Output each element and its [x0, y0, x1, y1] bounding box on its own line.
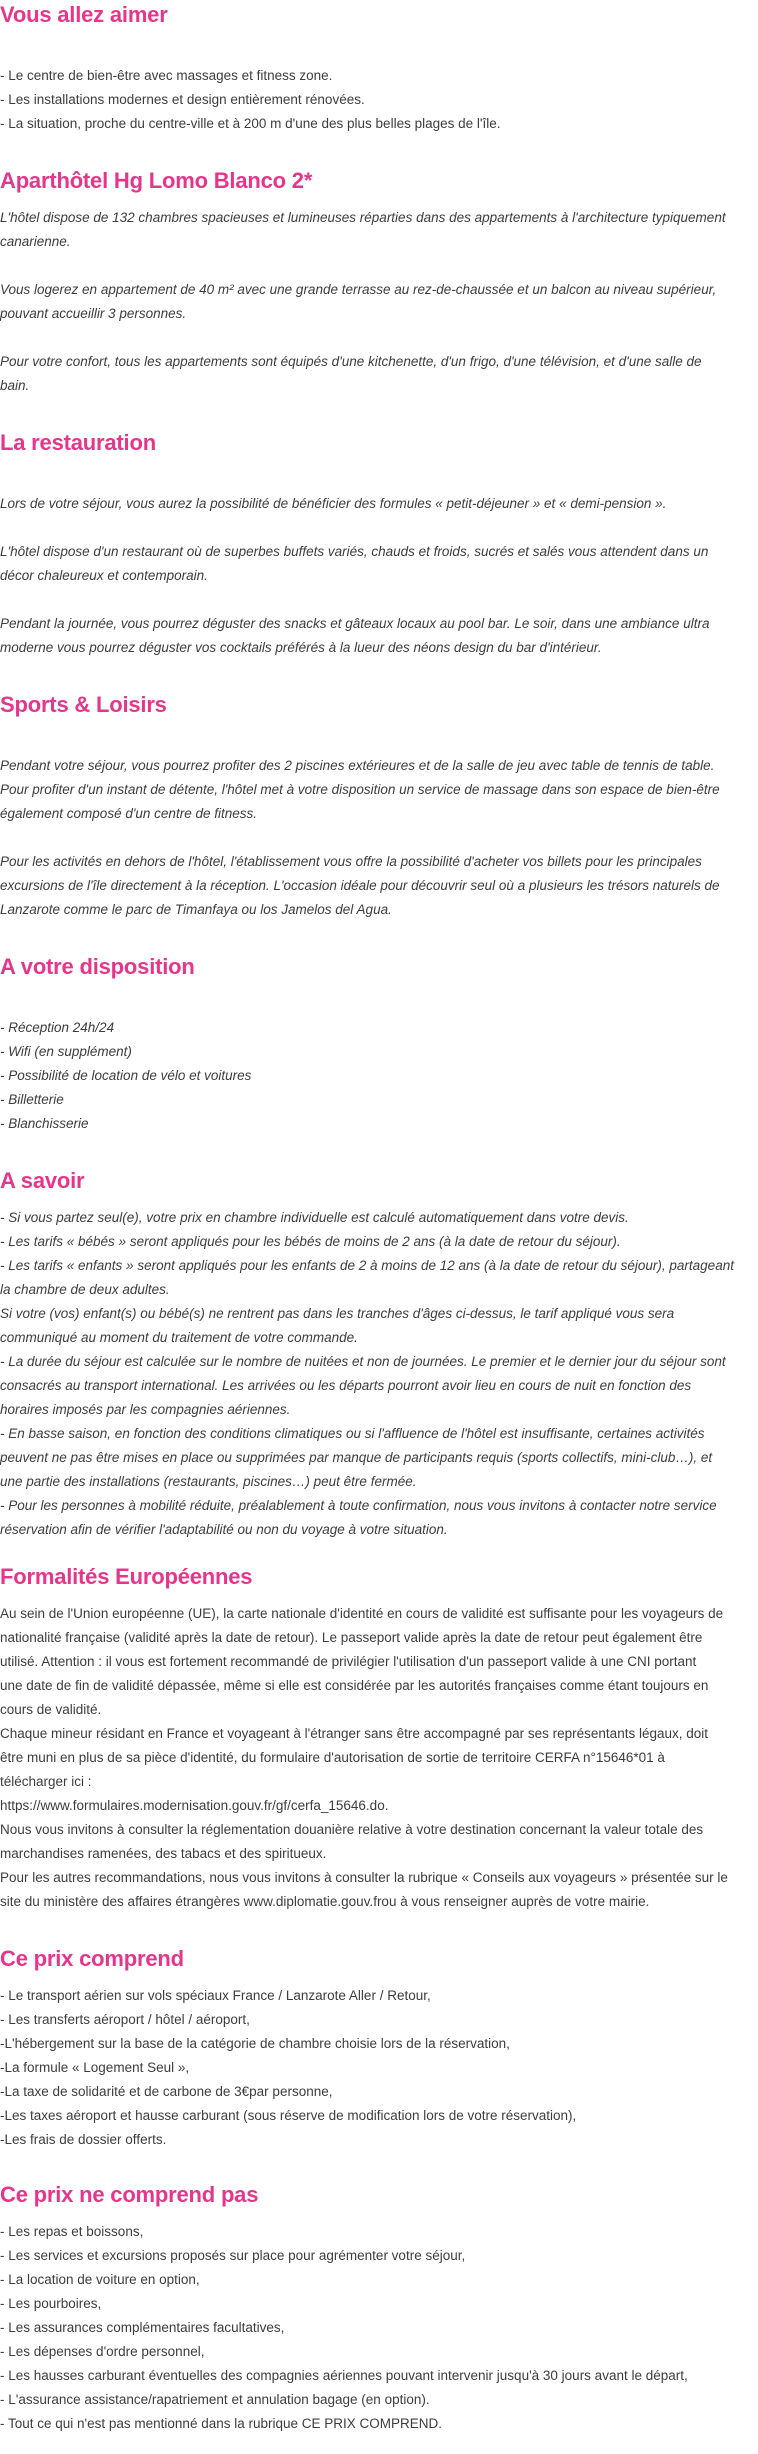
text-line: Chaque mineur résidant en France et voyageant à l'étranger sans être accompagné par ses représentants légaux, doit — [0, 1726, 708, 1741]
text-line: - En basse saison, en fonction des conditions climatiques ou si l'affluence de l'hôtel est insuffisante, certaines activités — [0, 1426, 705, 1441]
text-line: canarienne. — [0, 234, 71, 249]
text-line: - Les tarifs « bébés » seront appliqués pour les bébés de moins de 2 ans (à la date de retour du séjour). — [0, 1234, 621, 1249]
text-line: télécharger ici : — [0, 1774, 92, 1789]
heading-formalites: Formalités Européennes — [0, 1564, 253, 1589]
text-line: Pour profiter d'un instant de détente, l'hôtel met à votre disposition un service de massage dans son espace de bien-être — [0, 782, 720, 797]
text-line: - Possibilité de location de vélo et voitures — [0, 1068, 252, 1083]
section-restauration — [0, 492, 758, 660]
text-line: Pendant votre séjour, vous pourrez profiter des 2 piscines extérieures et de la salle de jeu avec table de tennis de table. — [0, 758, 715, 773]
text-line: - Les installations modernes et design entièrement rénovées. — [0, 92, 365, 107]
text-line: - Les transferts aéroport / hôtel / aéroport, — [0, 2012, 250, 2027]
text-line: -Les taxes aéroport et hausse carburant (sous réserve de modification lors de votre réservation), — [0, 2108, 577, 2123]
text-line: - La situation, proche du centre-ville et à 200 m d'une des plus belles plages de l'île. — [0, 116, 501, 131]
text-line: - Billetterie — [0, 1092, 64, 1107]
heading-restauration: La restauration — [0, 430, 156, 455]
text-line: - Les repas et boissons, — [0, 2224, 144, 2239]
text-line: site du ministère des affaires étrangères www.diplomatie.gouv.frou à vous renseigner auprès de votre mairie. — [0, 1894, 650, 1909]
text-line: - Le transport aérien sur vols spéciaux France / Lanzarote Aller / Retour, — [0, 1988, 431, 2003]
text-line — [0, 326, 758, 350]
text-line: - Tout ce qui n'est pas mentionné dans la rubrique CE PRIX COMPREND. — [0, 2416, 443, 2431]
text-line — [0, 588, 758, 612]
text-line: une date de fin de validité dépassée, même si elle est considérée par les autorités françaises comme étant toujours en — [0, 1678, 709, 1693]
text-line: décor chaleureux et contemporain. — [0, 568, 208, 583]
text-line: Si votre (vos) enfant(s) ou bébé(s) ne rentrent pas dans les tranches d'âges ci-dessus, le tarif appliqué vous sera — [0, 1306, 675, 1321]
text-line: marchandises ramenées, des tabacs et des spiritueux. — [0, 1846, 327, 1861]
heading-aparthotel: Aparthôtel Hg Lomo Blanco 2* — [0, 168, 313, 193]
text-line: - Les pourboires, — [0, 2296, 102, 2311]
text-line: communiqué au moment du traitement de votre commande. — [0, 1330, 358, 1345]
text-line: bain. — [0, 378, 30, 393]
text-line: -L'hébergement sur la base de la catégorie de chambre choisie lors de la réservation, — [0, 2036, 510, 2051]
text-line: - Les assurances complémentaires facultatives, — [0, 2320, 285, 2335]
heading-ce-prix-comprend: Ce prix comprend — [0, 1946, 184, 1971]
section-aparthotel — [0, 206, 758, 398]
text-line: - Les dépenses d'ordre personnel, — [0, 2344, 205, 2359]
text-line: -La formule « Logement Seul », — [0, 2060, 190, 2075]
text-line: consacrés au transport international. Les arrivées ou les départs pourront avoir lieu en cours de nuit en fonction des — [0, 1378, 692, 1393]
text-line: - Réception 24h/24 — [0, 1020, 115, 1035]
section-a-votre-disposition — [0, 1016, 758, 1136]
text-line: réservation afin de vérifier l'adaptabilité ou non du voyage à votre situation. — [0, 1522, 448, 1537]
text-line: - Blanchisserie — [0, 1116, 89, 1131]
text-line — [0, 516, 758, 540]
text-line: Pendant la journée, vous pourrez déguster des snacks et gâteaux locaux au pool bar. Le soir, dans une ambiance ultra — [0, 616, 710, 631]
text-line: Pour les autres recommandations, nous vous invitons à consulter la rubrique « Conseils aux voyageurs » présentée sur le — [0, 1870, 728, 1885]
text-line: Pour votre confort, tous les appartements sont équipés d'une kitchenette, d'un frigo, d'une télévision, et d'une salle de — [0, 354, 702, 369]
text-line: cours de validité. — [0, 1702, 102, 1717]
section-a-savoir — [0, 1206, 758, 1542]
text-line: - La durée du séjour est calculée sur le nombre de nuitées et non de journées. Le premier et le dernier jour du séjour sont — [0, 1354, 726, 1369]
section-ce-prix-comprend — [0, 1984, 758, 2152]
text-line: horaires imposés par les compagnies aériennes. — [0, 1402, 291, 1417]
text-line: - Le centre de bien-être avec massages et fitness zone. — [0, 68, 333, 83]
text-line: pouvant accueillir 3 personnes. — [0, 306, 187, 321]
text-line: Au sein de l'Union européenne (UE), la carte nationale d'identité en cours de validité est suffisante pour les voyageurs de — [0, 1606, 724, 1621]
text-line: Pour les activités en dehors de l'hôtel, l'établissement vous offre la possibilité d'acheter vos billets pour les principales — [0, 854, 702, 869]
section-ce-prix-ne-comprend-pas — [0, 2220, 758, 2436]
text-line: également composé d'un centre de fitness. — [0, 806, 257, 821]
text-line: - Si vous partez seul(e), votre prix en chambre individuelle est calculé automatiquement dans votre devis. — [0, 1210, 629, 1225]
text-line: - Pour les personnes à mobilité réduite, préalablement à toute confirmation, nous vous invitons à contacter notre service — [0, 1498, 717, 1513]
text-line — [0, 826, 758, 850]
text-line — [0, 254, 758, 278]
text-line: peuvent ne pas être mises en place ou supprimées par manque de participants requis (sports collectifs, mini-club…), et — [0, 1450, 713, 1465]
section-sports-loisirs — [0, 754, 758, 922]
text-line: - Les hausses carburant éventuelles des compagnies aériennes pouvant intervenir jusqu'à 30 jours avant le départ, — [0, 2368, 688, 2383]
text-line: L'hôtel dispose de 132 chambres spacieuses et lumineuses réparties dans des appartements à l'architecture typiquement — [0, 210, 726, 225]
text-line: https://www.formulaires.modernisation.gouv.fr/gf/cerfa_15646.do. — [0, 1798, 389, 1813]
text-line: utilisé. Attention : il vous est fortement recommandé de privilégier l'utilisation d'un passeport valide à une CNI portant — [0, 1654, 697, 1669]
text-line: Vous logerez en appartement de 40 m² avec une grande terrasse au rez-de-chaussée et un balcon au niveau supérieur, — [0, 282, 717, 297]
heading-a-savoir: A savoir — [0, 1168, 85, 1193]
text-line: L'hôtel dispose d'un restaurant où de superbes buffets variés, chauds et froids, sucrés et salés vous attendent dans un — [0, 544, 709, 559]
text-line: moderne vous pourrez déguster vos cocktails préférés à la lueur des néons design du bar d'intérieur. — [0, 640, 602, 655]
text-line: -Les frais de dossier offerts. — [0, 2132, 167, 2147]
text-line: Lanzarote comme le parc de Timanfaya ou los Jamelos del Agua. — [0, 902, 392, 917]
text-line: être muni en plus de sa pièce d'identité, du formulaire d'autorisation de sortie de territoire CERFA n°15646*01 à — [0, 1750, 665, 1765]
text-line: - Les services et excursions proposés sur place pour agrémenter votre séjour, — [0, 2248, 466, 2263]
text-line: -La taxe de solidarité et de carbone de 3€par personne, — [0, 2084, 333, 2099]
section-formalites — [0, 1602, 758, 1914]
text-line: - Les tarifs « enfants » seront appliqués pour les enfants de 2 à moins de 12 ans (à la date de retour du séjour), partageant — [0, 1258, 734, 1273]
text-line: la chambre de deux adultes. — [0, 1282, 170, 1297]
text-line: Nous vous invitons à consulter la réglementation douanière relative à votre destination concernant la valeur totale des — [0, 1822, 704, 1837]
text-line: excursions de l'île directement à la réception. L'occasion idéale pour découvrir seul où a plusieurs les trésors naturels de — [0, 878, 720, 893]
section-vous-allez-aimer — [0, 64, 758, 136]
heading-vous-allez-aimer: Vous allez aimer — [0, 2, 168, 27]
text-line: - L'assurance assistance/rapatriement et annulation bagage (en option). — [0, 2392, 430, 2407]
text-line: Lors de votre séjour, vous aurez la possibilité de bénéficier des formules « petit-déjeuner » et « demi-pension ». — [0, 496, 667, 511]
text-line: une partie des installations (restaurants, piscines…) peut être fermée. — [0, 1474, 417, 1489]
text-line: - Wifi (en supplément) — [0, 1044, 132, 1059]
text-line: - La location de voiture en option, — [0, 2272, 200, 2287]
text-line: nationalité française (validité après la date de retour). Le passeport valide après la date de retour peut également être — [0, 1630, 703, 1645]
heading-ce-prix-ne-comprend-pas: Ce prix ne comprend pas — [0, 2182, 259, 2207]
heading-a-votre-disposition: A votre disposition — [0, 954, 195, 979]
heading-sports-loisirs: Sports & Loisirs — [0, 692, 167, 717]
